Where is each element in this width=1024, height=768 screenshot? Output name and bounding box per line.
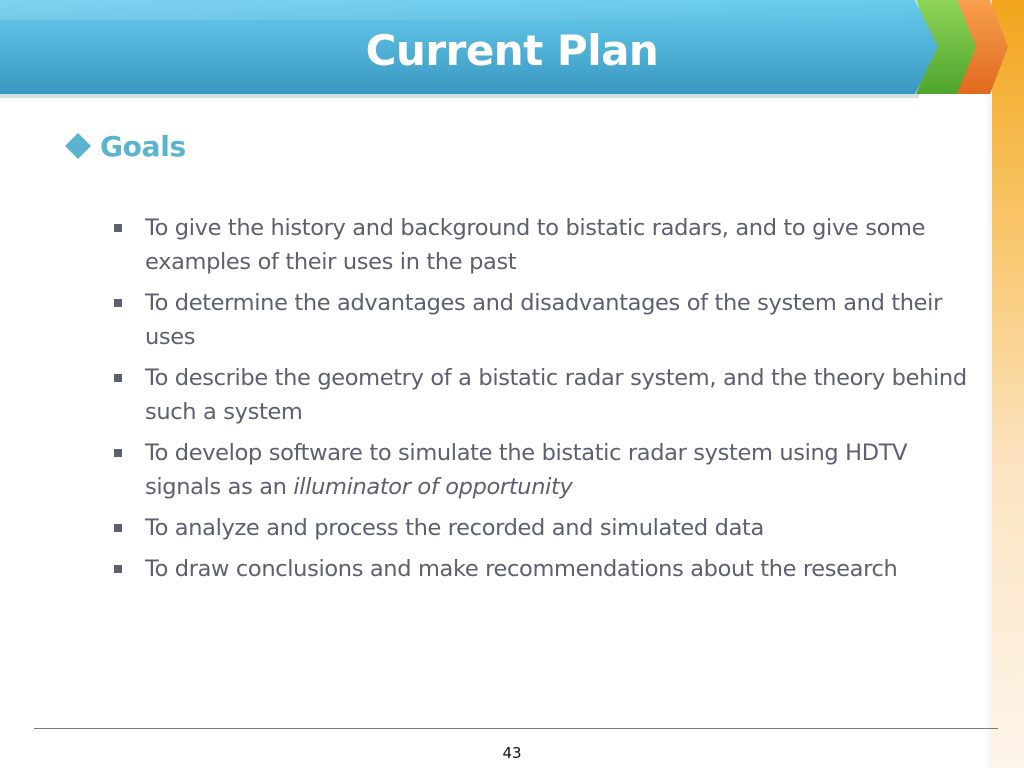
goals-heading-text: Goals: [100, 129, 186, 163]
square-bullet-icon: [114, 224, 122, 232]
square-bullet-icon: [114, 565, 122, 573]
list-item: [112, 436, 982, 504]
list-item-text: To determine the advantages and disadvantages of the system and their uses: [145, 290, 942, 350]
list-item: [112, 361, 982, 429]
diamond-icon: [64, 132, 92, 160]
goals-heading: [64, 124, 186, 168]
list-item-text: To give the history and background to bistatic radars, and to give some examples of their uses in the past: [145, 215, 926, 275]
list-item: [112, 552, 982, 586]
square-bullet-icon: [114, 374, 122, 382]
goals-list: [112, 211, 982, 593]
list-item-text: To draw conclusions and make recommendations about the research: [145, 556, 898, 582]
square-bullet-icon: [114, 524, 122, 532]
list-item-emphasis: illuminator of opportunity: [293, 474, 573, 500]
page-number: 43: [502, 744, 522, 762]
list-item-text: To describe the geometry of a bistatic radar system, and the theory behind such a system: [145, 365, 967, 425]
list-item: [112, 286, 982, 354]
list-item-text: To analyze and process the recorded and simulated data: [145, 515, 764, 541]
list-item-text: To develop software to simulate the bistatic radar system using HDTV signals as an: [145, 440, 908, 500]
square-bullet-icon: [114, 299, 122, 307]
side-accent-strip: [992, 0, 1024, 768]
slide-title: Current Plan: [365, 26, 659, 75]
list-item: [112, 211, 982, 279]
list-item: [112, 511, 982, 545]
banner-shine: [0, 0, 925, 20]
square-bullet-icon: [114, 449, 122, 457]
side-strip-shade: [984, 0, 992, 768]
footer-divider: [34, 728, 998, 729]
